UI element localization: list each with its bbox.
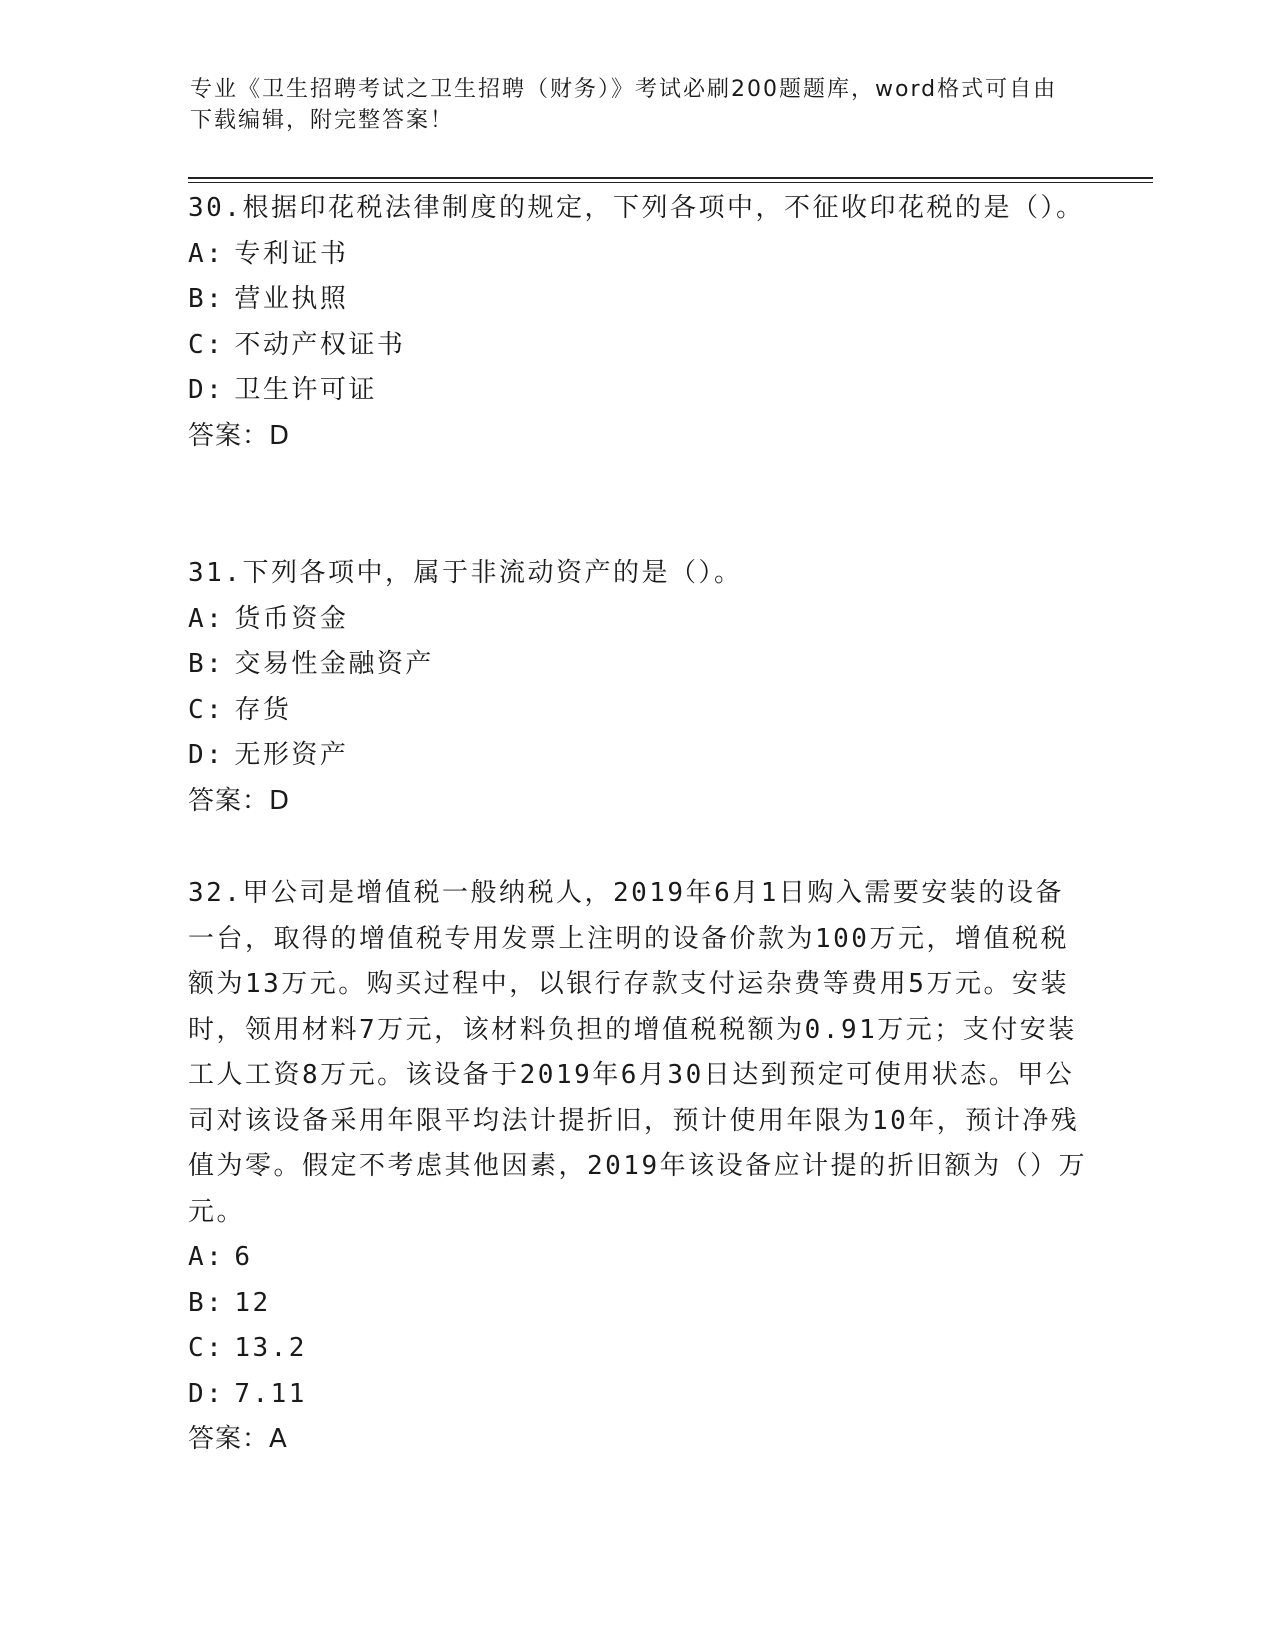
option-letter: A: — [188, 603, 225, 634]
option-text: 13.2 — [234, 1333, 307, 1363]
header-divider-thick — [188, 177, 1153, 179]
answer-line: 答案：D — [188, 785, 291, 816]
document-header-intro: 专业《卫生招聘考试之卫生招聘（财务）》考试必刷200题题库，word格式可自由下载编辑，附完整答案！ — [190, 77, 1058, 133]
option-c — [188, 1326, 1088, 1372]
option-letter: B: — [188, 1287, 225, 1318]
answer-line: 答案：A — [188, 1424, 288, 1454]
option-letter: B: — [188, 284, 225, 314]
option-a — [188, 597, 1088, 643]
option-d — [188, 1372, 1088, 1418]
option-text: 6 — [234, 1242, 253, 1272]
option-letter: D: — [188, 1378, 225, 1409]
option-text: 存货 — [234, 694, 292, 725]
option-c — [188, 688, 1088, 734]
question-stem: 31.下列各项中，属于非流动资产的是（）。 — [188, 558, 743, 588]
option-b — [188, 1281, 1088, 1327]
question-31 — [188, 551, 1088, 824]
option-letter: C: — [188, 1333, 225, 1363]
option-text: 营业执照 — [234, 284, 349, 314]
option-b — [188, 642, 1088, 688]
option-letter: C: — [188, 329, 225, 360]
option-a — [188, 232, 1088, 278]
option-letter: C: — [188, 694, 225, 725]
option-text: 交易性金融资产 — [234, 649, 434, 679]
option-letter: A: — [188, 1242, 225, 1272]
option-text: 卫生许可证 — [234, 375, 377, 405]
option-c — [188, 323, 1088, 369]
question-stem: 30.根据印花税法律制度的规定，下列各项中，不征收印花税的是（）。 — [188, 193, 1085, 223]
option-letter: A: — [188, 238, 225, 269]
option-a — [188, 1235, 1088, 1281]
option-d — [188, 368, 1088, 414]
option-letter: D: — [188, 740, 225, 770]
header-divider-thin — [188, 182, 1153, 183]
option-letter: D: — [188, 375, 225, 405]
option-b — [188, 277, 1088, 323]
question-32 — [188, 871, 1088, 1463]
option-text: 12 — [234, 1287, 271, 1318]
option-text: 专利证书 — [234, 238, 349, 269]
option-letter: B: — [188, 649, 225, 679]
answer-line: 答案：D — [188, 420, 291, 451]
option-d — [188, 733, 1088, 779]
question-30 — [188, 186, 1088, 459]
option-text: 不动产权证书 — [234, 329, 406, 360]
option-text: 货币资金 — [234, 603, 349, 634]
option-text: 无形资产 — [234, 740, 349, 770]
option-text: 7.11 — [234, 1378, 307, 1409]
question-stem: 32.甲公司是增值税一般纳税人，2019年6月1日购入需要安装的设备一台，取得的增值税专用发票上注明的设备价款为100万元，增值税税额为13万元。购买过程中，以银行存款支付运杂费等费用5万元。安装时，领用材料7万元，该材料负担的增值税税额为0.91万元；支付安装工人工资8万元。该设备于2019年6月30日达到预定可使用状态。甲公司对该设备采用年限平均法计提折旧，预计使用年限为10年，预计净残值为零。假定不考虑其他因素，2019年该设备应计提的折旧额为（）万元。 — [188, 878, 1088, 1227]
